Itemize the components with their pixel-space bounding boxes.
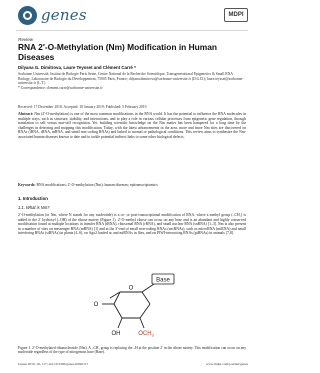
methoxy-label: [138, 331, 154, 338]
subsection-heading: 1.1. What is Nm?: [18, 205, 50, 210]
hydroxyl-label: OH: [111, 331, 121, 337]
methoxy-text: OCH: [138, 331, 152, 337]
footer-citation[interactable]: Genes 2019, 10, 117; doi:10.3390/genes10020117: [18, 362, 89, 366]
article-title: RNA 2′-O-Methylation (Nm) Modification in Human Diseases: [18, 42, 217, 62]
publication-dates: Received: 17 December 2018; Accepted: 18 January 2019; Published: 5 February 2019: [18, 105, 147, 109]
affiliation-block: [18, 72, 246, 90]
figure-caption: Figure 1. 2′-O-methylated ribonucleoside (Nm). A –CH₃ group is replacing the –H at the position 2′ in the ribose moiety. This modification can occur on any nucleotide regardless of the type of nitrogenous base (Base).: [18, 346, 246, 355]
body-text: 2′-O-methylation (or Nm, where N stands for any nucleotide) is a co- or post-transcriptional modification of RNA, where a methyl group (–CH₃) is added to the 2′ hydroxyl (–OH) of the ribose moiety (Figure 1). 2′-O-methyl ribose can occur on any base and is an abundant and highly conserved modification found at multiple locations in transfer RNA (tRNA), ribosomal RNA (rRNA), and small nuclear RNA (snRNA) [1–3]. Nm is also present in a number of sites on messenger RNA (mRNA) [1] and at the 3′-end of small non-coding RNAs (sncRNAs), such as microRNA (miRNA) and small interfering RNAs (siRNAs) in plants [4–6], on Ago2 loaded ac and miRNAs in flies, and on PIWI-interacting RNAs (piRNAs) in animals [7,8].: [18, 213, 246, 236]
abstract-label: Abstract:: [18, 112, 34, 116]
publisher-logo[interactable]: MDPI: [224, 8, 248, 22]
keywords-label: Keywords:: [18, 183, 36, 187]
keywords-text: RNA modifications; 2′-O-methylation (Nm); human diseases; epitranscriptomics: [36, 183, 158, 187]
author-list: Dilyana G. Dimitrova, Laure Teysset and Clément Carré *: [18, 65, 136, 70]
methoxy-subscript: 3: [151, 332, 154, 338]
abstract-text: Nm (2′-O-methylation) is one of the most common modifications in the RNA world. It has the potential to influence the RNA molecules in multiple ways, such as structure, stability, and interactions, and to play a role in various cellular processes from epigenetic gene regulation, through translation to self versus non-self recognition. Yet, building scientific knowledge on the Nm matter has been hampered for a long time by the challenges in detecting and mapping this modification. Today, with the latest advancements in the area, more and more Nm sites are discovered on RNAs (tRNA, rRNA, mRNA, and small non-coding RNAs) and linked to normal or pathological conditions. This review aims to synthesize the Nm-associated human diseases known to date and to tackle potential indirect links to some other biological defects.: [18, 112, 247, 139]
section-heading: 1. Introduction: [18, 196, 48, 201]
ring-oxygen-label: O: [128, 285, 134, 292]
genes-logo-icon: [18, 6, 37, 25]
affiliation-text: Sorbonne Université, Institut de Biologie Paris Seine, Centre National de la Recherche Scientifique, Transgenerational Epigenetics & Small RNA Biology, Laboratoire de Biologie du Développement, 75005 Paris, France; dilyana.dimitrova@sorbonne-universite.fr (D.G.D.); laure.teysset@sorbonne-universite.fr (L.T.): [18, 72, 244, 85]
five-prime-oxygen-label: O: [93, 302, 99, 308]
abstract: [18, 112, 246, 139]
base-label: Base: [156, 277, 170, 284]
journal-logo[interactable]: [18, 4, 87, 26]
footer-url[interactable]: www.mdpi.com/journal/genes: [205, 362, 248, 366]
correspondence-text: * Correspondence: clement.carre@sorbonne-universite.fr: [18, 85, 103, 90]
journal-name: genes: [41, 6, 87, 24]
nm-structure-figure: [84, 268, 180, 348]
article-type: Review: [18, 37, 34, 42]
header-divider: [16, 30, 248, 31]
keywords: [18, 183, 246, 188]
